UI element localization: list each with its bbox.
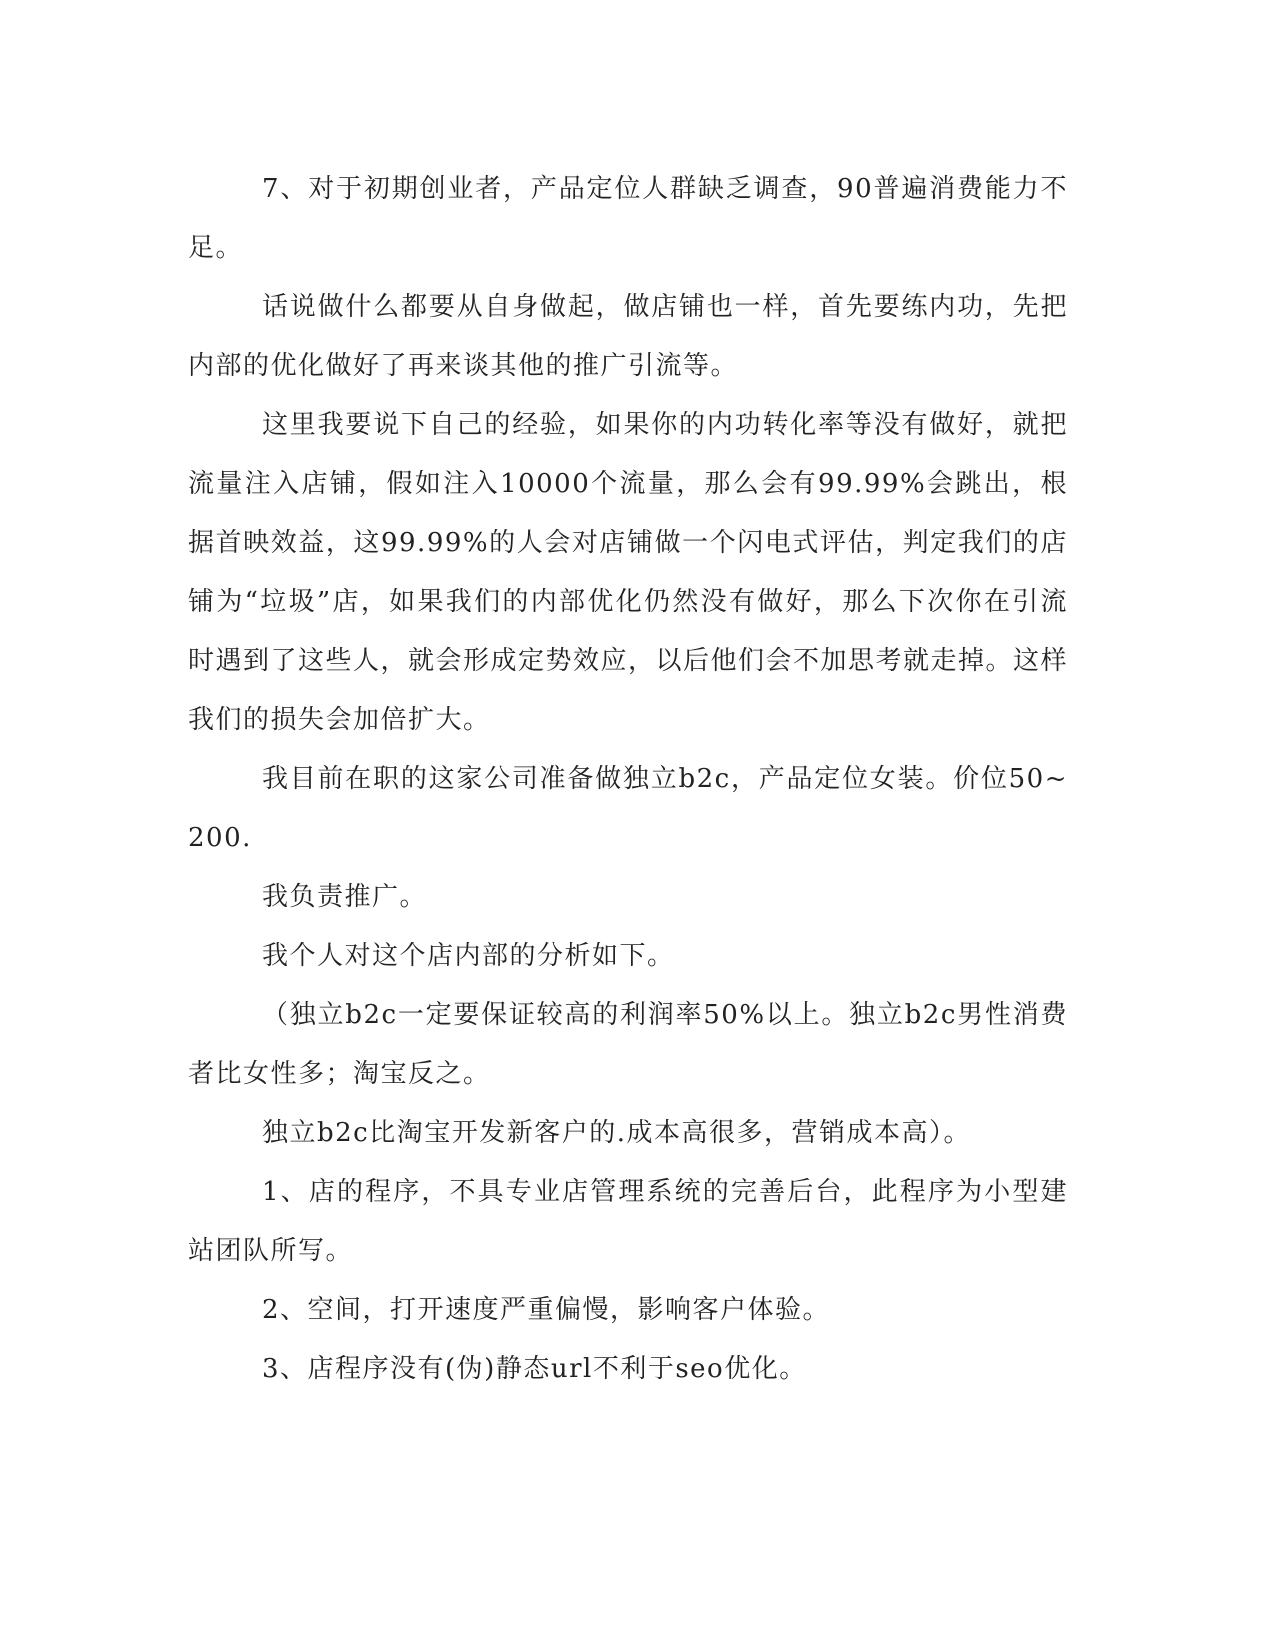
paragraph-item-1-program: 1、店的程序，不具专业店管理系统的完善后台，此程序为小型建站团队所写。	[188, 1177, 1068, 1266]
paragraph-internal-optimization: 话说做什么都要从自身做起，做店铺也一样，首先要练内功，先把内部的优化做好了再来谈其他的推广引流等。	[188, 292, 1068, 381]
paragraph-b2c-margin: （独立b2c一定要保证较高的利润率50%以上。独立b2c男性消费者比女性多；淘宝反之。	[188, 1000, 1068, 1089]
paragraph-7-target-audience: 7、对于初期创业者，产品定位人群缺乏调查，90普遍消费能力不足。	[188, 174, 1068, 263]
paragraph-analysis-intro: 我个人对这个店内部的分析如下。	[262, 941, 675, 971]
document-body	[188, 160, 1068, 1399]
paragraph-item-2-space: 2、空间，打开速度严重偏慢，影响客户体验。	[262, 1295, 831, 1325]
paragraph-company-plan: 我目前在职的这家公司准备做独立b2c，产品定位女装。价位50~200.	[188, 764, 1068, 853]
paragraph-responsibility: 我负责推广。	[262, 882, 428, 912]
paragraph-b2c-cost: 独立b2c比淘宝开发新客户的.成本高很多，营销成本高）。	[262, 1118, 972, 1148]
paragraph-experience: 这里我要说下自己的经验，如果你的内功转化率等没有做好，就把流量注入店铺，假如注入10000个流量，那么会有99.99%会跳出，根据首映效益，这99.99%的人会对店铺做一个闪电式评估，判定我们的店铺为“垃圾”店，如果我们的内部优化仍然没有做好，那么下次你在引流时遇到了这些人，就会形成定势效应，以后他们会不加思考就走掉。这样我们的损失会加倍扩大。	[188, 410, 1069, 735]
paragraph-item-3-url: 3、店程序没有(伪)静态url不利于seo优化。	[262, 1354, 807, 1384]
